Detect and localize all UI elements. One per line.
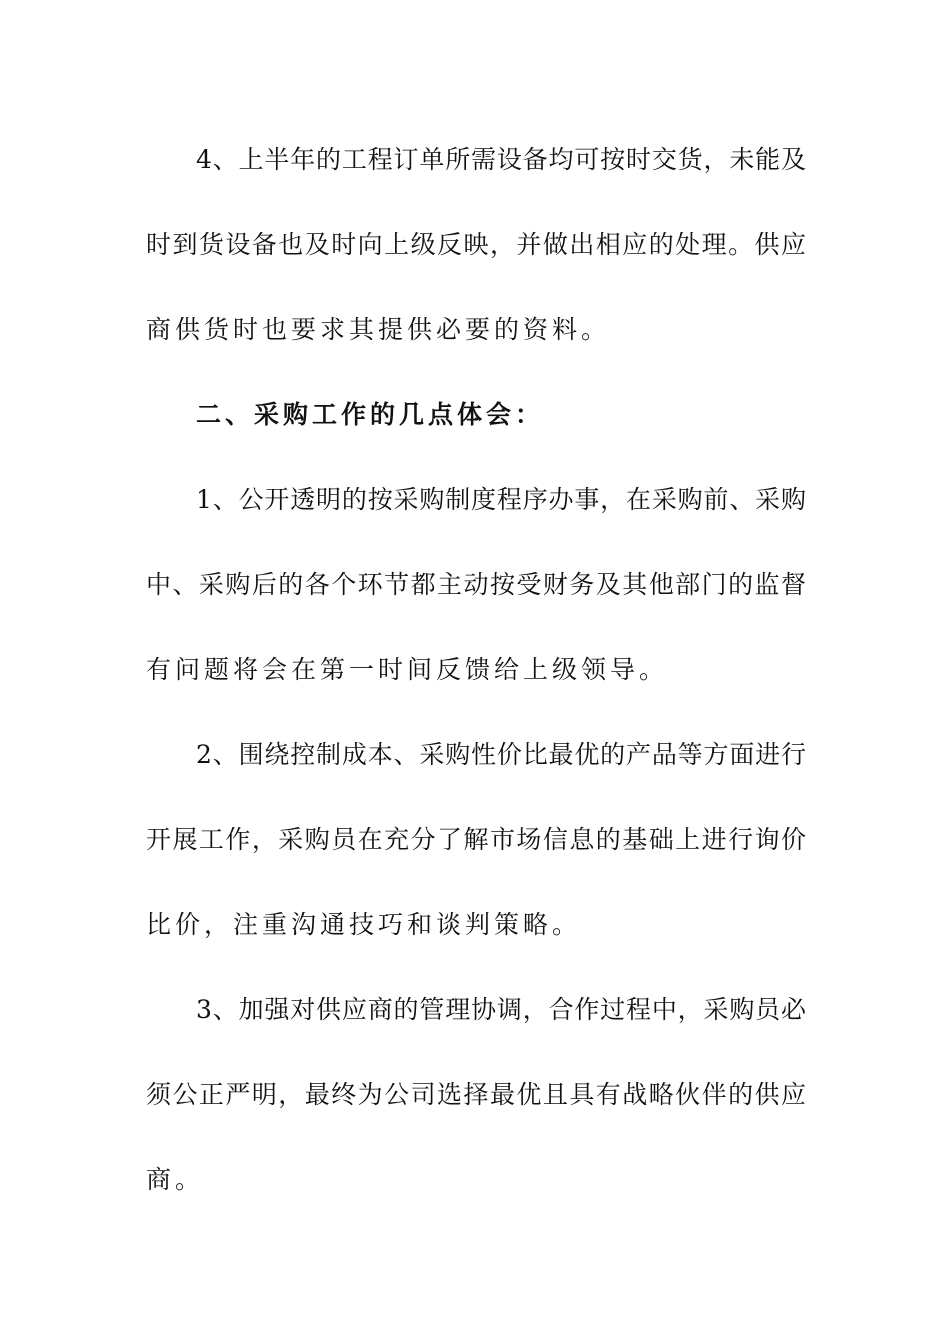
paragraph-1-line-3: 有问题将会在第一时间反馈给上级领导。 [146,655,669,684]
paragraph-2-line-3: 比价，注重沟通技巧和谈判策略。 [146,910,582,939]
paragraph-4-line-2: 时到货设备也及时向上级反映，并做出相应的处理。供应 [146,230,806,259]
paragraph-1-line-2: 中、采购后的各个环节都主动按受财务及其他部门的监督 [146,570,806,599]
paragraph-4-line-1: 4、上半年的工程订单所需设备均可按时交货，未能及 [196,145,806,174]
paragraph-3-line-2: 须公正严明，最终为公司选择最优且具有战略伙伴的供应 [146,1080,806,1109]
paragraph-1-line-1: 1、公开透明的按采购制度程序办事，在采购前、采购 [196,485,806,514]
paragraph-3-line-1: 3、加强对供应商的管理协调，合作过程中，采购员必 [196,995,806,1024]
paragraph-4-line-3: 商供货时也要求其提供必要的资料。 [146,315,611,344]
paragraph-3-line-3: 商。 [146,1165,205,1194]
paragraph-2-line-2: 开展工作，采购员在充分了解市场信息的基础上进行询价 [146,825,806,854]
section-heading: 二、采购工作的几点体会： [196,400,545,429]
paragraph-2-line-1: 2、围绕控制成本、采购性价比最优的产品等方面进行 [196,740,806,769]
